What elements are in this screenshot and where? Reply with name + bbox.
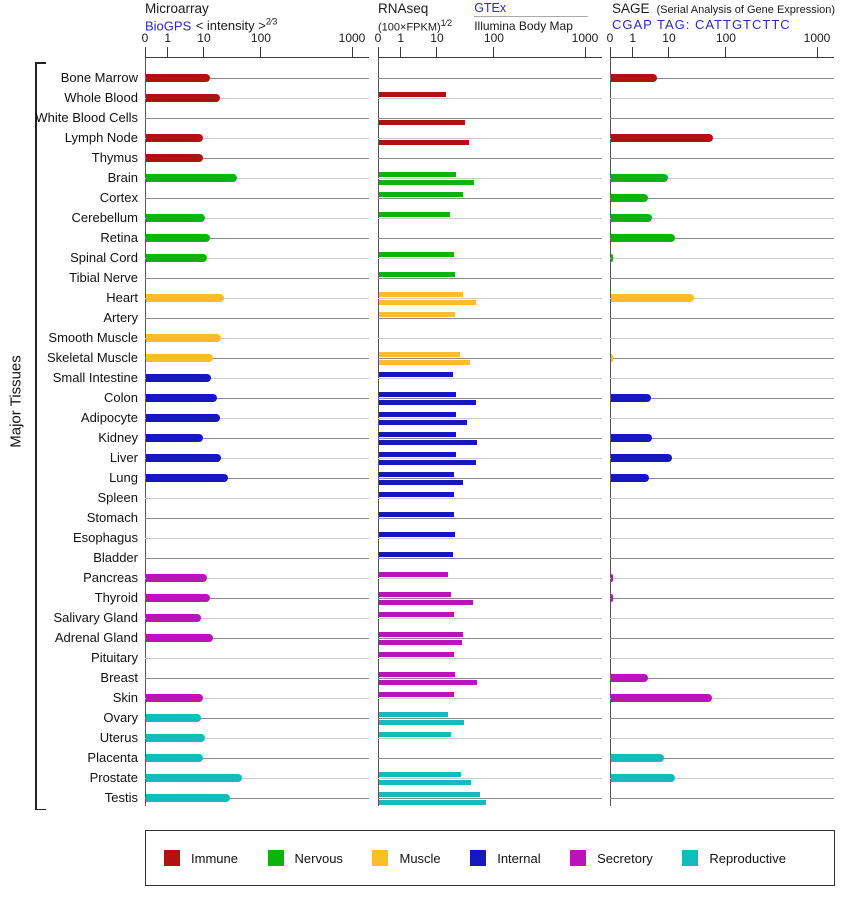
expression-bar-rnaseq-top [379,212,450,217]
tissue-label: Prostate [89,770,138,785]
tissue-label: Kidney [98,430,138,445]
grid-line [145,518,369,519]
tissue-label: Cortex [99,190,138,205]
expression-bar-microarray [146,594,210,602]
grid-line [378,118,602,119]
expression-bar-rnaseq-top [379,692,454,697]
microarray-tick-mark [203,47,204,57]
tissue-label: Cerebellum [71,210,138,225]
expression-bar-rnaseq-top [379,512,454,517]
rnaseq-tick-mark [400,47,401,57]
expression-bar-sage [611,354,613,362]
tissue-label: Thyroid [94,590,138,605]
expression-bar-rnaseq-bottom [379,640,462,645]
tissue-label: Small Intestine [52,370,138,385]
rnaseq-tick-label: 1000 [571,31,599,45]
grid-line [378,218,602,219]
expression-bar-rnaseq-top [379,352,460,357]
expression-bar-sage [611,774,675,782]
grid-line [610,378,834,379]
internal-label: Internal [497,850,541,866]
tissue-label: Pancreas [83,570,138,585]
microarray-tick-label: 0 [141,31,149,45]
secretory-swatch [570,850,586,866]
legend [145,830,835,886]
expression-bar-rnaseq-top [379,592,451,597]
expression-bar-rnaseq-top [379,572,448,577]
expression-bar-sage [611,174,668,182]
tissue-label: Tibial Nerve [69,270,138,285]
expression-bar-rnaseq-top [379,452,456,457]
tissue-label: Pituitary [91,650,138,665]
tissue-label: Lymph Node [64,130,138,145]
sage-tick-label: 1 [629,31,637,45]
reproductive-swatch [682,850,698,866]
expression-bar-microarray [146,454,221,462]
rnaseq-tick-mark [493,47,494,57]
secretory-label: Secretory [597,850,653,866]
sage-tick-mark [668,47,669,57]
grid-line [378,418,602,419]
tissue-label: Artery [103,310,138,325]
expression-bar-rnaseq-top [379,712,448,717]
illumina-body-map-label: Illumina Body Map [474,19,573,33]
tissue-label: Placenta [87,750,138,765]
expression-bar-sage [611,474,649,482]
sage-tick-mark [610,47,611,57]
expression-bar-rnaseq-top [379,532,455,537]
grid-line [378,678,602,679]
grid-line [378,698,602,699]
nervous-label: Nervous [294,850,343,866]
grid-line [610,518,834,519]
grid-line [610,358,834,359]
expression-bar-sage [611,194,648,202]
reproductive-label: Reproductive [709,850,786,866]
rnaseq-tick-mark [378,47,379,57]
grid-line [610,718,834,719]
grid-line [378,478,602,479]
grid-line [145,278,369,279]
expression-bar-rnaseq-bottom [379,600,473,605]
expression-bar-microarray [146,714,201,722]
expression-bar-rnaseq-top [379,492,454,497]
biogps-link[interactable]: BioGPS [145,18,192,34]
expression-bar-rnaseq-bottom [379,140,469,145]
expression-bar-microarray [146,754,203,762]
grid-line [378,558,602,559]
microarray-tick-mark [352,47,353,57]
expression-bar-rnaseq-bottom [379,680,477,685]
grid-line [610,318,834,319]
grid-line [378,618,602,619]
tissue-label: Lung [109,470,138,485]
grid-line [378,458,602,459]
grid-line [378,438,602,439]
grid-line [378,658,602,659]
expression-bar-rnaseq-top [379,672,455,677]
expression-bar-rnaseq-top [379,372,453,377]
rnaseq-scale-exponent: 1⁄2 [440,18,453,28]
nervous-swatch [268,850,284,866]
expression-bar-microarray [146,234,210,242]
grid-line [145,538,369,539]
expression-bar-microarray [146,214,205,222]
microarray-tick-label: 10 [197,31,211,45]
expression-bar-sage [611,294,694,302]
grid-line [378,498,602,499]
rnaseq-tick-mark [436,47,437,57]
expression-bar-microarray [146,174,237,182]
grid-line [610,338,834,339]
tissue-label: Smooth Muscle [48,330,138,345]
expression-bar-rnaseq-top [379,732,451,737]
legend-item-reproductive [682,850,786,866]
expression-bar-sage [611,454,672,462]
sage-tick-mark [817,47,818,57]
expression-bar-rnaseq-bottom [379,360,470,365]
tissue-label: Heart [106,290,138,305]
sage-tick-label: 0 [606,31,614,45]
grid-line [378,578,602,579]
expression-bar-rnaseq-top [379,392,456,397]
expression-bar-rnaseq-top [379,172,456,177]
expression-bar-microarray [146,354,213,362]
microarray-tick-label: 1000 [338,31,366,45]
grid-line [610,658,834,659]
sage-tick-label: 100 [715,31,736,45]
grid-line [378,338,602,339]
grid-line [378,358,602,359]
expression-bar-rnaseq-bottom [379,300,476,305]
expression-bar-microarray [146,294,224,302]
grid-line [145,198,369,199]
expression-bar-microarray [146,74,210,82]
expression-bar-rnaseq-bottom [379,480,463,485]
rnaseq-tick-label: 10 [430,31,444,45]
grid-line [610,158,834,159]
internal-swatch [470,850,486,866]
grid-line [610,278,834,279]
expression-bar-microarray [146,694,203,702]
microarray-axis-line [145,57,369,58]
grid-line [610,118,834,119]
expression-bar-sage [611,254,613,262]
expression-bar-rnaseq-bottom [379,180,474,185]
tissue-label: Ovary [103,710,138,725]
tissue-label: Skin [112,690,138,705]
panel-rnaseq [374,0,608,900]
rnaseq-tick-label: 1 [397,31,405,45]
sage-tick-label: 1000 [803,31,831,45]
grid-line [378,798,602,799]
tissue-label: Testis [104,790,138,805]
expression-bar-microarray [146,414,220,422]
grid-line [378,638,602,639]
grid-line [378,98,602,99]
major-tissues-side-label: Major Tissues [7,355,25,448]
rnaseq-tick-label: 0 [374,31,382,45]
grid-line [378,198,602,199]
legend-item-immune [164,850,238,866]
grid-line [378,318,602,319]
expression-bar-rnaseq-top [379,632,463,637]
expression-bar-rnaseq-bottom [379,460,476,465]
grid-line [378,538,602,539]
rnaseq-axis-line [378,57,602,58]
tissue-label: Thymus [91,150,138,165]
expression-bar-microarray [146,154,203,162]
expression-bar-rnaseq-top [379,312,455,317]
grid-line [145,498,369,499]
rnaseq-tick-label: 100 [483,31,504,45]
immune-label: Immune [191,850,238,866]
immune-swatch [164,850,180,866]
expression-bar-sage [611,134,713,142]
grid-line [610,578,834,579]
expression-bar-rnaseq-bottom [379,400,476,405]
expression-bar-sage [611,754,664,762]
microarray-scale-exponent: 2⁄3 [265,17,278,27]
grid-line [610,738,834,739]
rnaseq-title: RNAseq [378,1,429,16]
expression-bar-rnaseq-top [379,652,454,657]
grid-line [378,278,602,279]
expression-bar-rnaseq-top [379,472,454,477]
rnaseq-scale-label: (100×FPKM)$^{1⁄2}$ [378,18,453,34]
tissue-label: Uterus [99,730,138,745]
grid-line [378,518,602,519]
grid-line [378,738,602,739]
microarray-scale-label: < intensity >$^{2⁄3}$ [195,17,278,34]
expression-bar-rnaseq-top [379,612,454,617]
tissue-label: Whole Blood [64,90,138,105]
expression-bar-rnaseq-top [379,552,453,557]
tissue-label: Salivary Gland [53,610,138,625]
microarray-tick-label: 100 [250,31,271,45]
tissue-label: Spinal Cord [70,250,138,265]
expression-bar-microarray [146,394,217,402]
expression-bar-rnaseq-top [379,272,455,277]
sage-tick-mark [725,47,726,57]
grid-line [378,758,602,759]
grid-line [610,538,834,539]
grid-line [378,138,602,139]
expression-bar-rnaseq-top [379,92,446,97]
sage-axis-line [610,57,834,58]
grid-line [145,318,369,319]
grid-line [378,178,602,179]
grid-line [610,618,834,619]
grid-line [145,558,369,559]
grid-line [378,598,602,599]
muscle-label: Muscle [399,850,441,866]
expression-bar-microarray [146,374,211,382]
grid-line [378,298,602,299]
tissue-label: Adipocyte [80,410,138,425]
expression-bar-microarray [146,794,230,802]
grid-line [378,78,602,79]
tissue-label: Skeletal Muscle [46,350,138,365]
expression-bar-sage [611,394,651,402]
expression-bar-sage [611,74,657,82]
muscle-swatch [372,850,388,866]
grid-line [610,498,834,499]
grid-line [378,718,602,719]
expression-bar-rnaseq-top [379,792,480,797]
expression-bar-rnaseq-top [379,772,461,777]
expression-bar-microarray [146,474,228,482]
tissue-label: Liver [109,450,138,465]
expression-bar-sage [611,574,613,582]
expression-bar-microarray [146,774,242,782]
grid-line [378,158,602,159]
expression-bar-sage [611,594,613,602]
expression-bar-rnaseq-bottom [379,800,486,805]
expression-bar-microarray [146,254,207,262]
expression-bar-sage [611,434,652,442]
tissue-label: Bladder [93,550,138,565]
expression-bar-rnaseq-bottom [379,120,465,125]
grid-line [610,98,834,99]
expression-bar-microarray [146,574,207,582]
expression-bar-rnaseq-bottom [379,780,471,785]
sage-tick-label: 10 [662,31,676,45]
expression-bar-microarray [146,94,220,102]
expression-bar-sage [611,694,712,702]
microarray-tick-mark [260,47,261,57]
tissue-label: Spleen [97,490,138,505]
expression-bar-rnaseq-bottom [379,420,467,425]
tissue-label: Colon [104,390,138,405]
microarray-title: Microarray [145,1,209,16]
expression-bar-rnaseq-bottom [379,720,464,725]
tissue-label: Retina [100,230,138,245]
tissue-label: Breast [100,670,138,685]
grid-line [378,398,602,399]
microarray-tick-mark [145,47,146,57]
expression-bar-sage [611,674,648,682]
tissue-label: Bone Marrow [60,70,138,85]
gtex-link[interactable]: GTEx [474,1,507,15]
expression-bar-microarray [146,334,221,342]
sage-title: SAGE [612,1,650,16]
sage-subtitle: (Serial Analysis of Gene Expression) [656,4,836,16]
expression-bar-rnaseq-bottom [379,440,477,445]
expression-bar-rnaseq-top [379,292,463,297]
legend-item-secretory [570,850,653,866]
sage-tick-mark [632,47,633,57]
panel-microarray [141,0,375,900]
grid-line [378,778,602,779]
tissue-label: Esophagus [72,530,138,545]
grid-line [145,118,369,119]
expression-bar-microarray [146,734,205,742]
expression-bar-sage [611,234,675,242]
cgap-tag-link[interactable]: CGAP TAG: CATTGTCTTC [612,17,791,32]
grid-line [145,678,369,679]
expression-bar-microarray [146,614,201,622]
expression-bar-rnaseq-top [379,252,454,257]
grid-line [610,258,834,259]
grid-line [610,598,834,599]
tissue-label: Brain [107,170,138,185]
expression-bar-rnaseq-top [379,432,456,437]
grid-line [610,798,834,799]
tissue-label: Stomach [86,510,138,525]
grid-line [610,418,834,419]
legend-item-muscle [372,850,440,866]
tissue-label: White Blood Cells [35,110,138,125]
microarray-tick-label: 1 [164,31,172,45]
grid-line [610,638,834,639]
expression-bar-sage [611,214,652,222]
expression-bar-microarray [146,634,213,642]
rnaseq-tick-mark [585,47,586,57]
tissue-label: Adrenal Gland [54,630,138,645]
grid-line [378,238,602,239]
legend-item-nervous [268,850,343,866]
grid-line [378,378,602,379]
microarray-tick-mark [167,47,168,57]
expression-bar-rnaseq-top [379,192,463,197]
expression-bar-microarray [146,134,203,142]
grid-line [145,658,369,659]
panel-sage [606,0,840,900]
grid-line [378,258,602,259]
expression-bar-rnaseq-top [379,412,456,417]
expression-bar-microarray [146,434,203,442]
grid-line [610,558,834,559]
legend-item-internal [470,850,540,866]
